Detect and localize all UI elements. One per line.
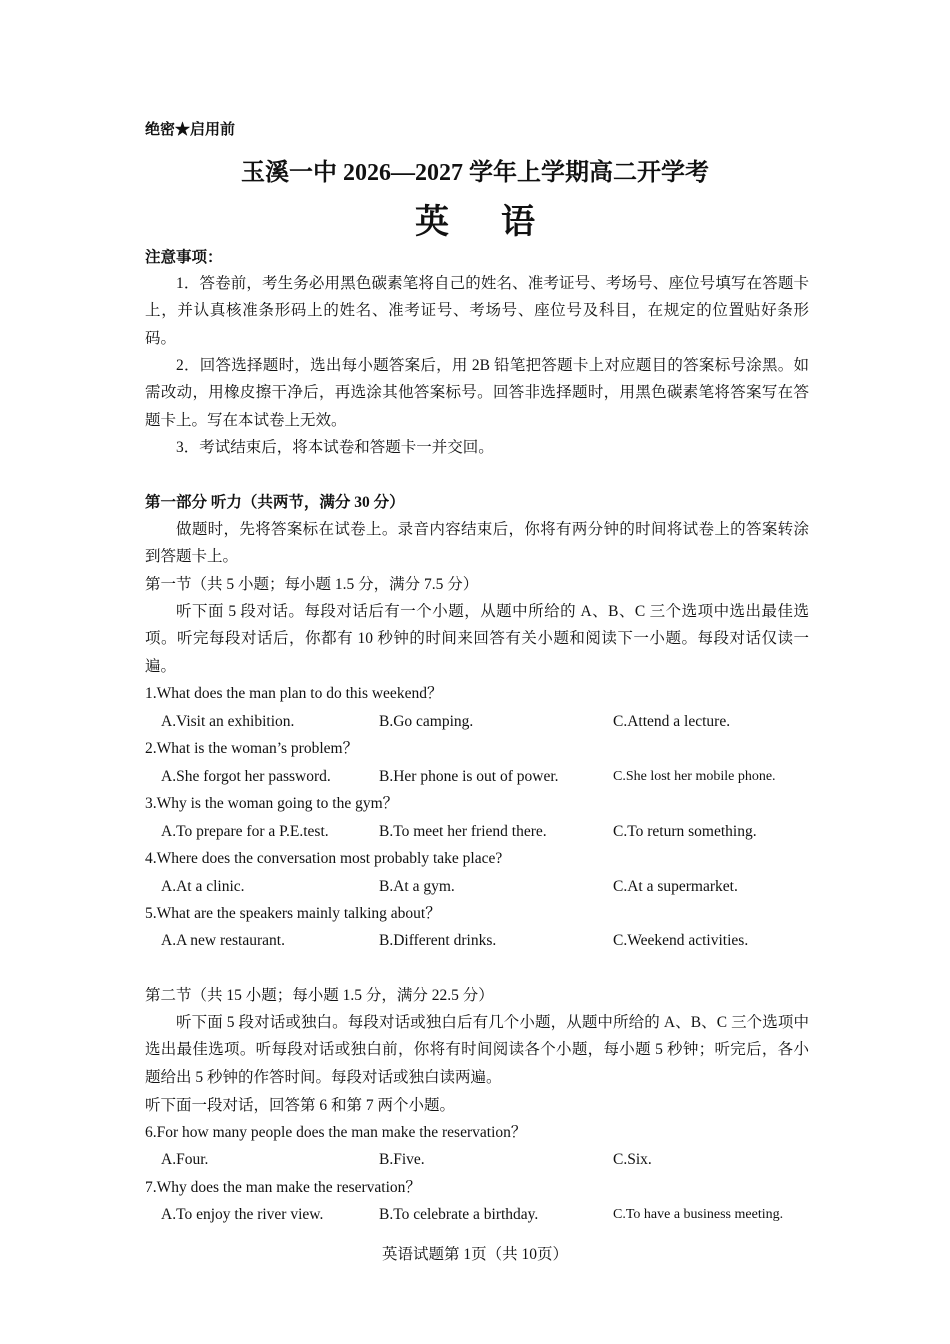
- q3-option-c: C.To return something.: [613, 823, 757, 840]
- section1-instructions: 听下面 5 段对话。每段对话后有一个小题，从题中所给的 A、B、C 三个选项中选出最佳选项。听完每段对话后，你都有 10 秒钟的时间来回答有关小题和阅读下一小题。每段对话仅读一遍。: [145, 603, 809, 675]
- q3-option-b: B.To meet her friend there.: [379, 823, 547, 840]
- subject-title: 英语: [415, 204, 587, 241]
- q7-option-c: C.To have a business meeting.: [613, 1207, 784, 1222]
- q7-option-b: B.To celebrate a birthday.: [379, 1206, 539, 1223]
- q1-option-c: C.Attend a lecture.: [613, 713, 731, 730]
- section1-heading: 第一节（共 5 小题；每小题 1.5 分，满分 7.5 分）: [145, 576, 479, 593]
- dialogue-intro: 听下面一段对话，回答第 6 和第 7 两个小题。: [145, 1097, 456, 1114]
- question-6: 6.For how many people does the man make the reservation？: [145, 1124, 527, 1141]
- q5-option-c: C.Weekend activities.: [613, 932, 749, 949]
- question-7: 7.Why does the man make the reservation？: [145, 1179, 421, 1196]
- q2-option-b: B.Her phone is out of power.: [379, 768, 559, 785]
- page-footer: 英语试题第 1页（共 10页）: [381, 1246, 568, 1263]
- part1-heading: 第一部分 听力（共两节，满分 30 分）: [145, 494, 405, 511]
- question-3: 3.Why is the woman going to the gym？: [145, 795, 399, 812]
- q4-option-c: C.At a supermarket.: [613, 878, 738, 895]
- q6-option-b: B.Five.: [379, 1151, 425, 1168]
- secret-label: 绝密★启用前: [145, 122, 236, 138]
- section2-heading: 第二节（共 15 小题；每小题 1.5 分，满分 22.5 分）: [145, 987, 494, 1004]
- question-4: 4.Where does the conversation most probably take place?: [145, 850, 503, 867]
- exam-title: 玉溪一中 2026—2027 学年上学期高二开学考: [241, 160, 709, 186]
- notice-item-3: 3．考试结束后，将本试卷和答题卡一并交回。: [176, 439, 494, 456]
- section2-instructions: 听下面 5 段对话或独白。每段对话或独白后有几个小题，从题中所给的 A、B、C 三个选项中选出最佳选项。听每段对话或独白前，你将有时间阅读各个小题，每小题 5 秒钟；听完后，各小题给出 5 秒钟的作答时间。每段对话或独白读两遍。: [145, 1014, 809, 1086]
- q4-option-b: B.At a gym.: [379, 878, 455, 895]
- question-5: 5.What are the speakers mainly talking about？: [145, 905, 441, 922]
- part1-intro: 做题时，先将答案标在试卷上。录音内容结束后，你将有两分钟的时间将试卷上的答案转涂到答题卡上。: [145, 521, 809, 566]
- question-2: 2.What is the woman’s problem？: [145, 740, 359, 757]
- q6-option-c: C.Six.: [613, 1151, 652, 1168]
- q2-option-c: C.She lost her mobile phone.: [613, 769, 776, 784]
- q4-option-a: A.At a clinic.: [161, 878, 245, 895]
- notice-heading: 注意事项：: [145, 249, 223, 266]
- q6-option-a: A.Four.: [161, 1151, 209, 1168]
- question-1: 1.What does the man plan to do this weekend？: [145, 685, 443, 702]
- q1-option-a: A.Visit an exhibition.: [161, 713, 295, 730]
- notice-item-1: 1．答卷前，考生务必用黑色碳素笔将自己的姓名、准考证号、考场号、座位号填写在答题卡上，并认真核准条形码上的姓名、准考证号、考场号、座位号及科目，在规定的位置贴好条形码。: [145, 275, 809, 347]
- q1-option-b: B.Go camping.: [379, 713, 474, 730]
- q5-option-a: A.A new restaurant.: [161, 932, 285, 949]
- q3-option-a: A.To prepare for a P.E.test.: [161, 823, 329, 840]
- q7-option-a: A.To enjoy the river view.: [161, 1206, 324, 1223]
- notice-item-2: 2．回答选择题时，选出每小题答案后，用 2B 铅笔把答题卡上对应题目的答案标号涂黑。如需改动，用橡皮擦干净后，再选涂其他答案标号。回答非选择题时，用黑色碳素笔将答案写在答题卡上。写在本试卷上无效。: [145, 357, 809, 429]
- q5-option-b: B.Different drinks.: [379, 932, 497, 949]
- q2-option-a: A.She forgot her password.: [161, 768, 331, 785]
